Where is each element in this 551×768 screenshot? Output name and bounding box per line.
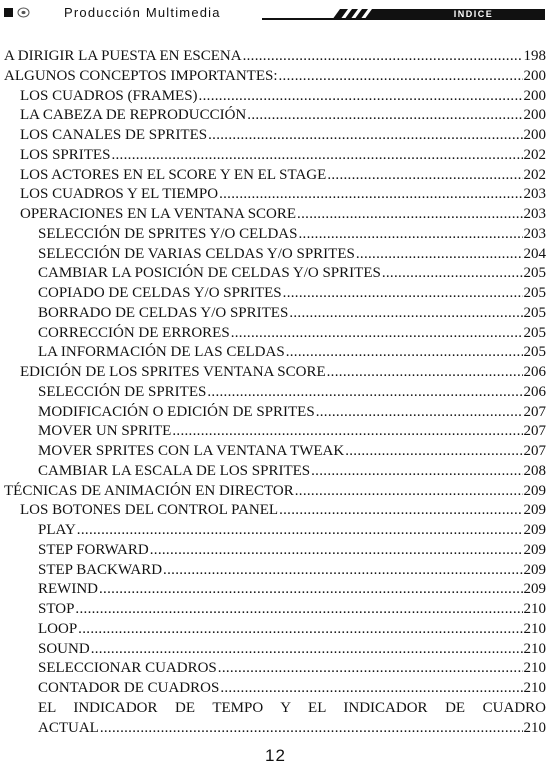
toc-entry-title: MODIFICACIÓN O EDICIÓN DE SPRITES: [38, 403, 315, 420]
toc-entry-title: OPERACIONES EN LA VENTANA SCORE: [20, 206, 297, 222]
toc-entry-page: 205: [523, 265, 546, 282]
toc-entry: [38, 283, 546, 303]
toc-entry-title: LA CABEZA DE REPRODUCCIÓN: [20, 107, 247, 124]
toc-entry-title: BORRADO DE CELDAS Y/O SPRITES: [38, 304, 289, 321]
toc-entry-title: TÉCNICAS DE ANIMACIÓN EN DIRECTOR: [4, 482, 294, 499]
toc-entry-page: 203: [523, 186, 546, 203]
toc-entry: [4, 46, 546, 66]
toc-entry-page: 200: [523, 107, 546, 124]
toc-entry: [38, 244, 546, 264]
dot-leader: [208, 125, 522, 145]
dot-leader: [218, 658, 523, 678]
toc-entry: [38, 520, 546, 540]
toc-entry-page: 200: [523, 127, 546, 143]
toc-entry: [38, 382, 546, 402]
toc-entry: [38, 579, 546, 599]
toc-entry-page: 210: [523, 660, 546, 677]
toc-entry-title: CAMBIAR LA ESCALA DE LOS SPRITES: [38, 462, 311, 479]
toc-entry-page: 202: [523, 146, 546, 163]
dot-leader: [327, 165, 522, 185]
toc-entry-wrapped-line: EL INDICADOR DE TEMPO Y EL INDICADOR DE CUADRO: [38, 699, 546, 716]
dot-leader: [163, 560, 522, 580]
toc-entry: [38, 263, 546, 283]
toc-entry-page: 206: [523, 383, 546, 400]
toc-entry-title: MOVER UN SPRITE: [38, 423, 172, 440]
dot-leader: [283, 283, 523, 303]
toc-entry-title: SOUND: [38, 640, 90, 657]
dot-leader: [111, 145, 522, 165]
toc-entry-title: STOP: [38, 601, 75, 617]
toc-entry-page: 209: [523, 502, 546, 519]
toc-entry-page: 204: [523, 245, 546, 262]
toc-entry-page: 207: [523, 423, 546, 440]
toc-entry-title: EDICIÓN DE LOS SPRITES VENTANA SCORE: [20, 364, 326, 380]
toc-entry-title: REWIND: [38, 581, 98, 598]
toc-entry-title: ALGUNOS CONCEPTOS IMPORTANTES:: [4, 67, 278, 84]
dot-leader: [220, 678, 522, 698]
toc-entry: [38, 402, 546, 422]
toc-entry-page: 200: [523, 67, 546, 84]
dot-leader: [279, 500, 522, 520]
dot-leader: [327, 362, 523, 382]
dot-leader: [295, 481, 523, 501]
toc-entry-page: 209: [523, 541, 546, 558]
toc-entry-page: 198: [523, 48, 546, 64]
toc-entry-page: 210: [523, 601, 546, 617]
table-of-contents: [0, 46, 551, 736]
dot-leader: [100, 718, 523, 738]
toc-entry-title: COPIADO DE CELDAS Y/O SPRITES: [38, 285, 282, 301]
toc-entry-title: LOOP: [38, 620, 78, 637]
toc-entry: [38, 441, 546, 461]
page-number: 12: [265, 746, 286, 765]
toc-entry: [38, 303, 546, 323]
dot-leader: [99, 579, 523, 599]
dot-leader: [78, 619, 522, 639]
toc-entry-page: 210: [523, 640, 546, 657]
toc-entry: [38, 619, 546, 639]
toc-entry-page: 203: [523, 225, 546, 242]
dot-leader: [199, 86, 523, 106]
toc-entry-title: SELECCIÓN DE SPRITES Y/O CELDAS: [38, 225, 298, 242]
toc-entry-page: 209: [523, 581, 546, 598]
toc-entry-title: CORRECCIÓN DE ERRORES: [38, 324, 230, 341]
toc-entry-title: LOS CUADROS Y EL TIEMPO: [20, 186, 219, 203]
toc-entry-title: CAMBIAR LA POSICIÓN DE CELDAS Y/O SPRITES: [38, 265, 381, 282]
toc-entry: [38, 224, 546, 244]
toc-entry-title: SELECCIONAR CUADROS: [38, 660, 217, 677]
toc-entry-title: LOS ACTORES EN EL SCORE Y EN EL STAGE: [20, 166, 327, 183]
toc-entry-title: ACTUAL: [38, 719, 99, 736]
header-decoration-icon: [332, 9, 404, 20]
square-bullet-icon: [4, 8, 13, 17]
toc-entry-page: 210: [523, 719, 546, 736]
toc-entry-page: 205: [523, 324, 546, 341]
index-label: INDICE: [402, 9, 545, 20]
toc-entry-page: 205: [523, 304, 546, 321]
dot-leader: [231, 323, 523, 343]
toc-entry: [20, 184, 546, 204]
toc-entry: [20, 362, 546, 382]
toc-entry-page: 206: [523, 364, 546, 380]
toc-entry: [38, 540, 546, 560]
toc-entry-title: A DIRIGIR LA PUESTA EN ESCENA: [4, 48, 242, 64]
toc-entry-title: LOS CUADROS (FRAMES): [20, 87, 198, 104]
toc-entry: [20, 105, 546, 125]
toc-entry-page: 209: [523, 522, 546, 538]
toc-entry: [38, 461, 546, 481]
toc-entry-title: STEP FORWARD: [38, 541, 149, 558]
header-title: Producción Multimedia: [64, 5, 221, 20]
toc-entry: [38, 560, 546, 580]
toc-entry-page: 210: [523, 680, 546, 696]
toc-entry: [4, 66, 546, 86]
toc-entry-page: 210: [523, 620, 546, 637]
dot-leader: [219, 184, 522, 204]
dot-leader: [150, 540, 523, 560]
toc-entry-page: 207: [523, 443, 546, 459]
toc-entry: [38, 718, 546, 738]
dot-leader: [172, 421, 522, 441]
dot-leader: [91, 639, 523, 659]
toc-entry-page: 205: [523, 344, 546, 361]
toc-entry-title: LA INFORMACIÓN DE LAS CELDAS: [38, 344, 285, 361]
toc-entry: [38, 323, 546, 343]
toc-entry-page: 205: [523, 285, 546, 301]
toc-entry: [38, 639, 546, 659]
toc-entry-page: 209: [523, 561, 546, 578]
dot-leader: [345, 441, 522, 461]
disc-emblem-icon: [17, 7, 30, 18]
toc-entry-title: CONTADOR DE CUADROS: [38, 680, 220, 696]
toc-entry: [38, 421, 546, 441]
dot-leader: [382, 263, 523, 283]
toc-entry: [4, 481, 546, 501]
toc-entry: [38, 658, 546, 678]
toc-entry: [20, 204, 546, 224]
toc-entry-title: LOS SPRITES: [20, 146, 111, 163]
dot-leader: [247, 105, 522, 125]
dot-leader: [289, 303, 522, 323]
dot-leader: [77, 520, 523, 540]
toc-entry-page: 202: [523, 166, 546, 183]
dot-leader: [356, 244, 523, 264]
dot-leader: [279, 66, 523, 86]
toc-entry: [38, 678, 546, 698]
toc-entry-page: 207: [523, 403, 546, 420]
toc-entry-title: LOS BOTONES DEL CONTROL PANEL: [20, 502, 279, 519]
toc-entry-title: SELECCIÓN DE VARIAS CELDAS Y/O SPRITES: [38, 245, 355, 262]
dot-leader: [75, 599, 522, 619]
toc-entry: [20, 86, 546, 106]
toc-entry-title: PLAY: [38, 522, 76, 538]
toc-entry: [38, 342, 546, 362]
dot-leader: [298, 224, 522, 244]
dot-leader: [316, 402, 523, 422]
toc-entry: [38, 599, 546, 619]
dot-leader: [311, 461, 522, 481]
toc-entry: [20, 500, 546, 520]
dot-leader: [243, 46, 523, 66]
toc-entry-title: STEP BACKWARD: [38, 561, 163, 578]
page-header: [0, 4, 551, 24]
toc-entry-page: 209: [523, 482, 546, 499]
toc-entry: [20, 125, 546, 145]
dot-leader: [286, 342, 523, 362]
toc-entry-title: LOS CANALES DE SPRITES: [20, 127, 208, 143]
toc-entry-title: SELECCIÓN DE SPRITES: [38, 383, 207, 400]
toc-entry: [20, 145, 546, 165]
toc-entry-page: 203: [523, 206, 546, 222]
dot-leader: [207, 382, 522, 402]
toc-entry: [20, 165, 546, 185]
toc-entry-page: 208: [523, 462, 546, 479]
toc-entry-page: 200: [523, 87, 546, 104]
dot-leader: [297, 204, 522, 224]
toc-entry-title: MOVER SPRITES CON LA VENTANA TWEAK: [38, 443, 345, 459]
